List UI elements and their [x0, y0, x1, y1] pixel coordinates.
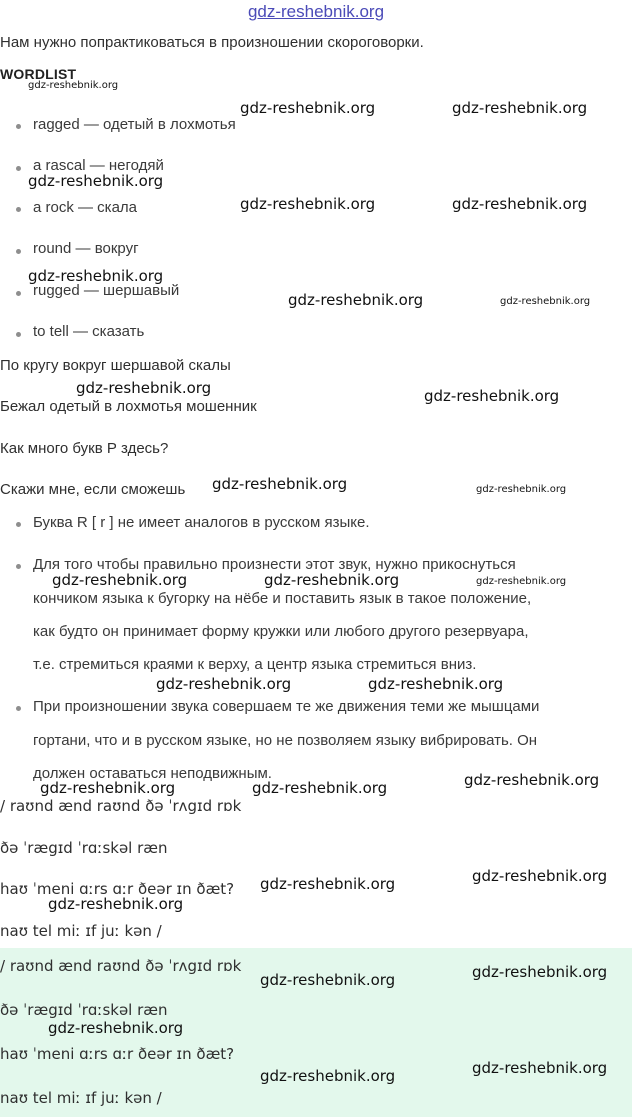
- highlighted-transcription-line: naʊ tel miː ɪf juː kən /: [0, 1089, 162, 1107]
- transcription-line: ðə ˈrægɪd ˈrɑːskəl ræn: [0, 839, 168, 857]
- list-bullet: [16, 522, 21, 527]
- transcription-line: haʊ ˈmeni ɑːrs ɑːr ðeər ɪn ðæt?: [0, 880, 235, 898]
- watermark: gdz-reshebnik.org: [476, 576, 567, 587]
- watermark: gdz-reshebnik.org: [464, 771, 600, 789]
- highlighted-transcription-line: haʊ ˈmeni ɑːrs ɑːr ðeər ɪn ðæt?: [0, 1045, 235, 1063]
- list-bullet: [16, 564, 21, 569]
- wordlist-item: a rascal — негодяй: [33, 157, 164, 174]
- highlighted-transcription-line: / raʊnd ænd raʊnd ðə ˈrʌgɪd rɒk: [0, 957, 242, 975]
- watermark: gdz-reshebnik.org: [48, 895, 184, 913]
- watermark: gdz-reshebnik.org: [156, 675, 292, 693]
- watermark: gdz-reshebnik.org: [500, 296, 591, 307]
- note-text: т.е. стремиться краями к верху, а центр языка стремиться вниз.: [33, 656, 477, 673]
- watermark: gdz-reshebnik.org: [472, 1059, 608, 1077]
- watermark: gdz-reshebnik.org: [76, 379, 212, 397]
- note-text: кончиком языка к бугорку на нёбе и поставить язык в такое положение,: [33, 590, 532, 607]
- wordlist-item: rugged — шершавый: [33, 282, 180, 299]
- list-bullet: [16, 706, 21, 711]
- note-text: Буква R [ r ] не имеет аналогов в русском языке.: [33, 514, 370, 531]
- wordlist-item: to tell — сказать: [33, 323, 145, 340]
- watermark: gdz-reshebnik.org: [288, 291, 424, 309]
- list-bullet: [16, 124, 21, 129]
- note-text: гортани, что и в русском языке, но не позволяем языку вибрировать. Он: [33, 732, 538, 749]
- watermark: gdz-reshebnik.org: [28, 80, 119, 91]
- watermark: gdz-reshebnik.org: [48, 1019, 184, 1037]
- transcription-line: / raʊnd ænd raʊnd ðə ˈrʌgɪd rɒk: [0, 797, 242, 815]
- watermark: gdz-reshebnik.org: [368, 675, 504, 693]
- watermark: gdz-reshebnik.org: [28, 172, 164, 190]
- list-bullet: [16, 166, 21, 171]
- list-bullet: [16, 332, 21, 337]
- watermark: gdz-reshebnik.org: [452, 195, 588, 213]
- watermark: gdz-reshebnik.org: [260, 1067, 396, 1085]
- poem-line: Как много букв Р здесь?: [0, 440, 169, 457]
- watermark: gdz-reshebnik.org: [40, 779, 176, 797]
- site-header-link[interactable]: gdz-reshebnik.org: [247, 2, 385, 21]
- watermark: gdz-reshebnik.org: [252, 779, 388, 797]
- watermark: gdz-reshebnik.org: [28, 267, 164, 285]
- highlighted-transcription-line: ðə ˈrægɪd ˈrɑːskəl ræn: [0, 1001, 168, 1019]
- watermark: gdz-reshebnik.org: [264, 571, 400, 589]
- note-text: должен оставаться неподвижным.: [33, 765, 272, 782]
- transcription-line: naʊ tel miː ɪf juː kən /: [0, 922, 162, 940]
- poem-line: Скажи мне, если сможешь: [0, 481, 186, 498]
- poem-line: Бежал одетый в лохмотья мошенник: [0, 398, 257, 415]
- list-bullet: [16, 249, 21, 254]
- note-text: как будто он принимает форму кружки или любого другого резервуара,: [33, 623, 529, 640]
- list-bullet: [16, 207, 21, 212]
- watermark: gdz-reshebnik.org: [240, 195, 376, 213]
- watermark: gdz-reshebnik.org: [240, 99, 376, 117]
- wordlist-item: ragged — одетый в лохмотья: [33, 116, 236, 133]
- watermark: gdz-reshebnik.org: [472, 963, 608, 981]
- watermark: gdz-reshebnik.org: [260, 875, 396, 893]
- note-text: При произношении звука совершаем те же движения теми же мышцами: [33, 698, 540, 715]
- watermark: gdz-reshebnik.org: [452, 99, 588, 117]
- list-bullet: [16, 291, 21, 296]
- wordlist-item: a rock — скала: [33, 199, 138, 216]
- watermark: gdz-reshebnik.org: [212, 475, 348, 493]
- watermark: gdz-reshebnik.org: [472, 867, 608, 885]
- intro-text: Нам нужно попрактиковаться в произношении скороговорки.: [0, 34, 424, 51]
- watermark: gdz-reshebnik.org: [260, 971, 396, 989]
- poem-line: По кругу вокруг шершавой скалы: [0, 357, 231, 374]
- watermark: gdz-reshebnik.org: [424, 387, 560, 405]
- watermark: gdz-reshebnik.org: [52, 571, 188, 589]
- wordlist-item: round — вокруг: [33, 240, 139, 257]
- watermark: gdz-reshebnik.org: [476, 484, 567, 495]
- wordlist-heading: WORDLIST: [0, 66, 77, 82]
- note-text: Для того чтобы правильно произнести этот звук, нужно прикоснуться: [33, 556, 516, 573]
